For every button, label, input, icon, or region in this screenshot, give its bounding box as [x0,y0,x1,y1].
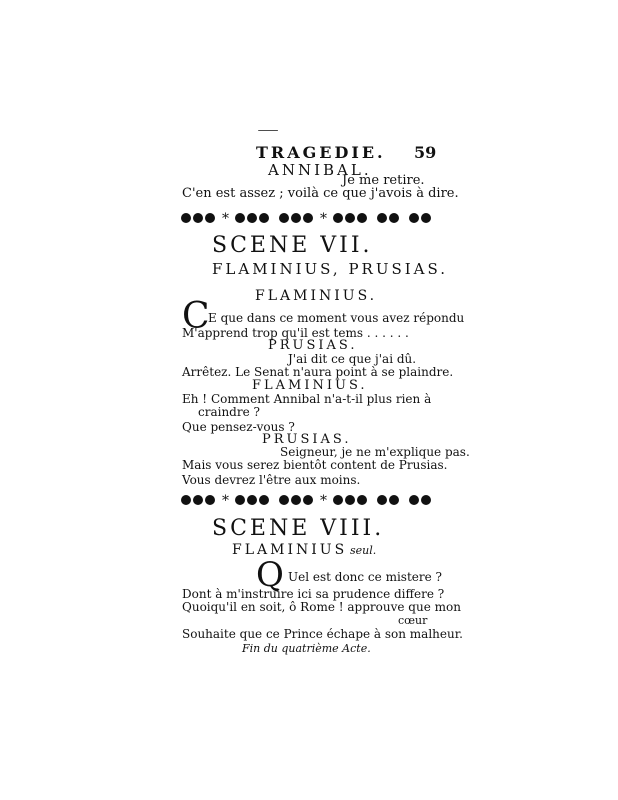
verse-line: Seigneur, je ne m'explique pas. [280,445,470,459]
verse-line: Que pensez-vous ? [182,420,295,434]
act-end-note: Fin du quatrième Acte. [242,642,371,655]
scene-title: SCENE VII. [212,233,373,258]
speaker-flaminius: FLAMINIUS. [255,288,378,304]
running-title: TRAGEDIE. [256,143,386,162]
speaker-flaminius: FLAMINIUS [232,542,348,558]
svg-text:*: * [222,211,229,227]
verse-line: Souhaite que ce Prince échape à son malheur. [182,627,463,641]
stage-direction: seul. [350,544,377,557]
header-rule: — [257,123,279,137]
drop-cap: C [182,296,210,337]
verse-line: Dont à m'instruire ici sa prudence differe ? [182,587,445,601]
verse-line: Mais vous serez bientôt content de Prusias. [182,458,448,472]
ornament-divider [178,208,436,228]
svg-text:*: * [320,493,327,509]
verse-line: C'en est assez ; voilà ce que j'avois à dire. [182,186,459,201]
speaker-prusias: PRUSIAS. [262,432,352,447]
verse-line: Uel est donc ce mistere ? [288,570,442,584]
speaker-prusias: PRUSIAS. [268,338,358,353]
verse-line: craindre ? [198,405,260,419]
svg-text:*: * [222,493,229,509]
verse-line: J'ai dit ce que j'ai dû. [288,352,417,366]
verse-line: Quoiqu'il en soit, ô Rome ! approuve que mon [182,600,461,614]
verse-line: E que dans ce moment vous avez répondu [208,311,465,325]
ornament-divider [178,490,436,510]
verse-line: M'apprend trop qu'il est tems . . . . . . [182,326,409,340]
svg-text:*: * [320,211,327,227]
speaker-flaminius: FLAMINIUS. [252,378,368,393]
verse-line: Je me retire. [342,173,425,188]
speaker-annibal: ANNIBAL. [268,161,372,179]
verse-line: cœur [398,614,428,627]
verse-line: Arrêtez. Le Senat n'aura point à se plaindre. [182,365,454,379]
verse-line: Eh ! Comment Annibal n'a-t-il plus rien à [182,392,432,406]
scene-title: SCENE VIII. [212,516,385,541]
scene-characters: FLAMINIUS, PRUSIAS. [212,260,449,278]
verse-line: Vous devrez l'être aux moins. [182,473,361,487]
page-number: 59 [414,143,437,162]
drop-cap: Q [256,555,284,595]
